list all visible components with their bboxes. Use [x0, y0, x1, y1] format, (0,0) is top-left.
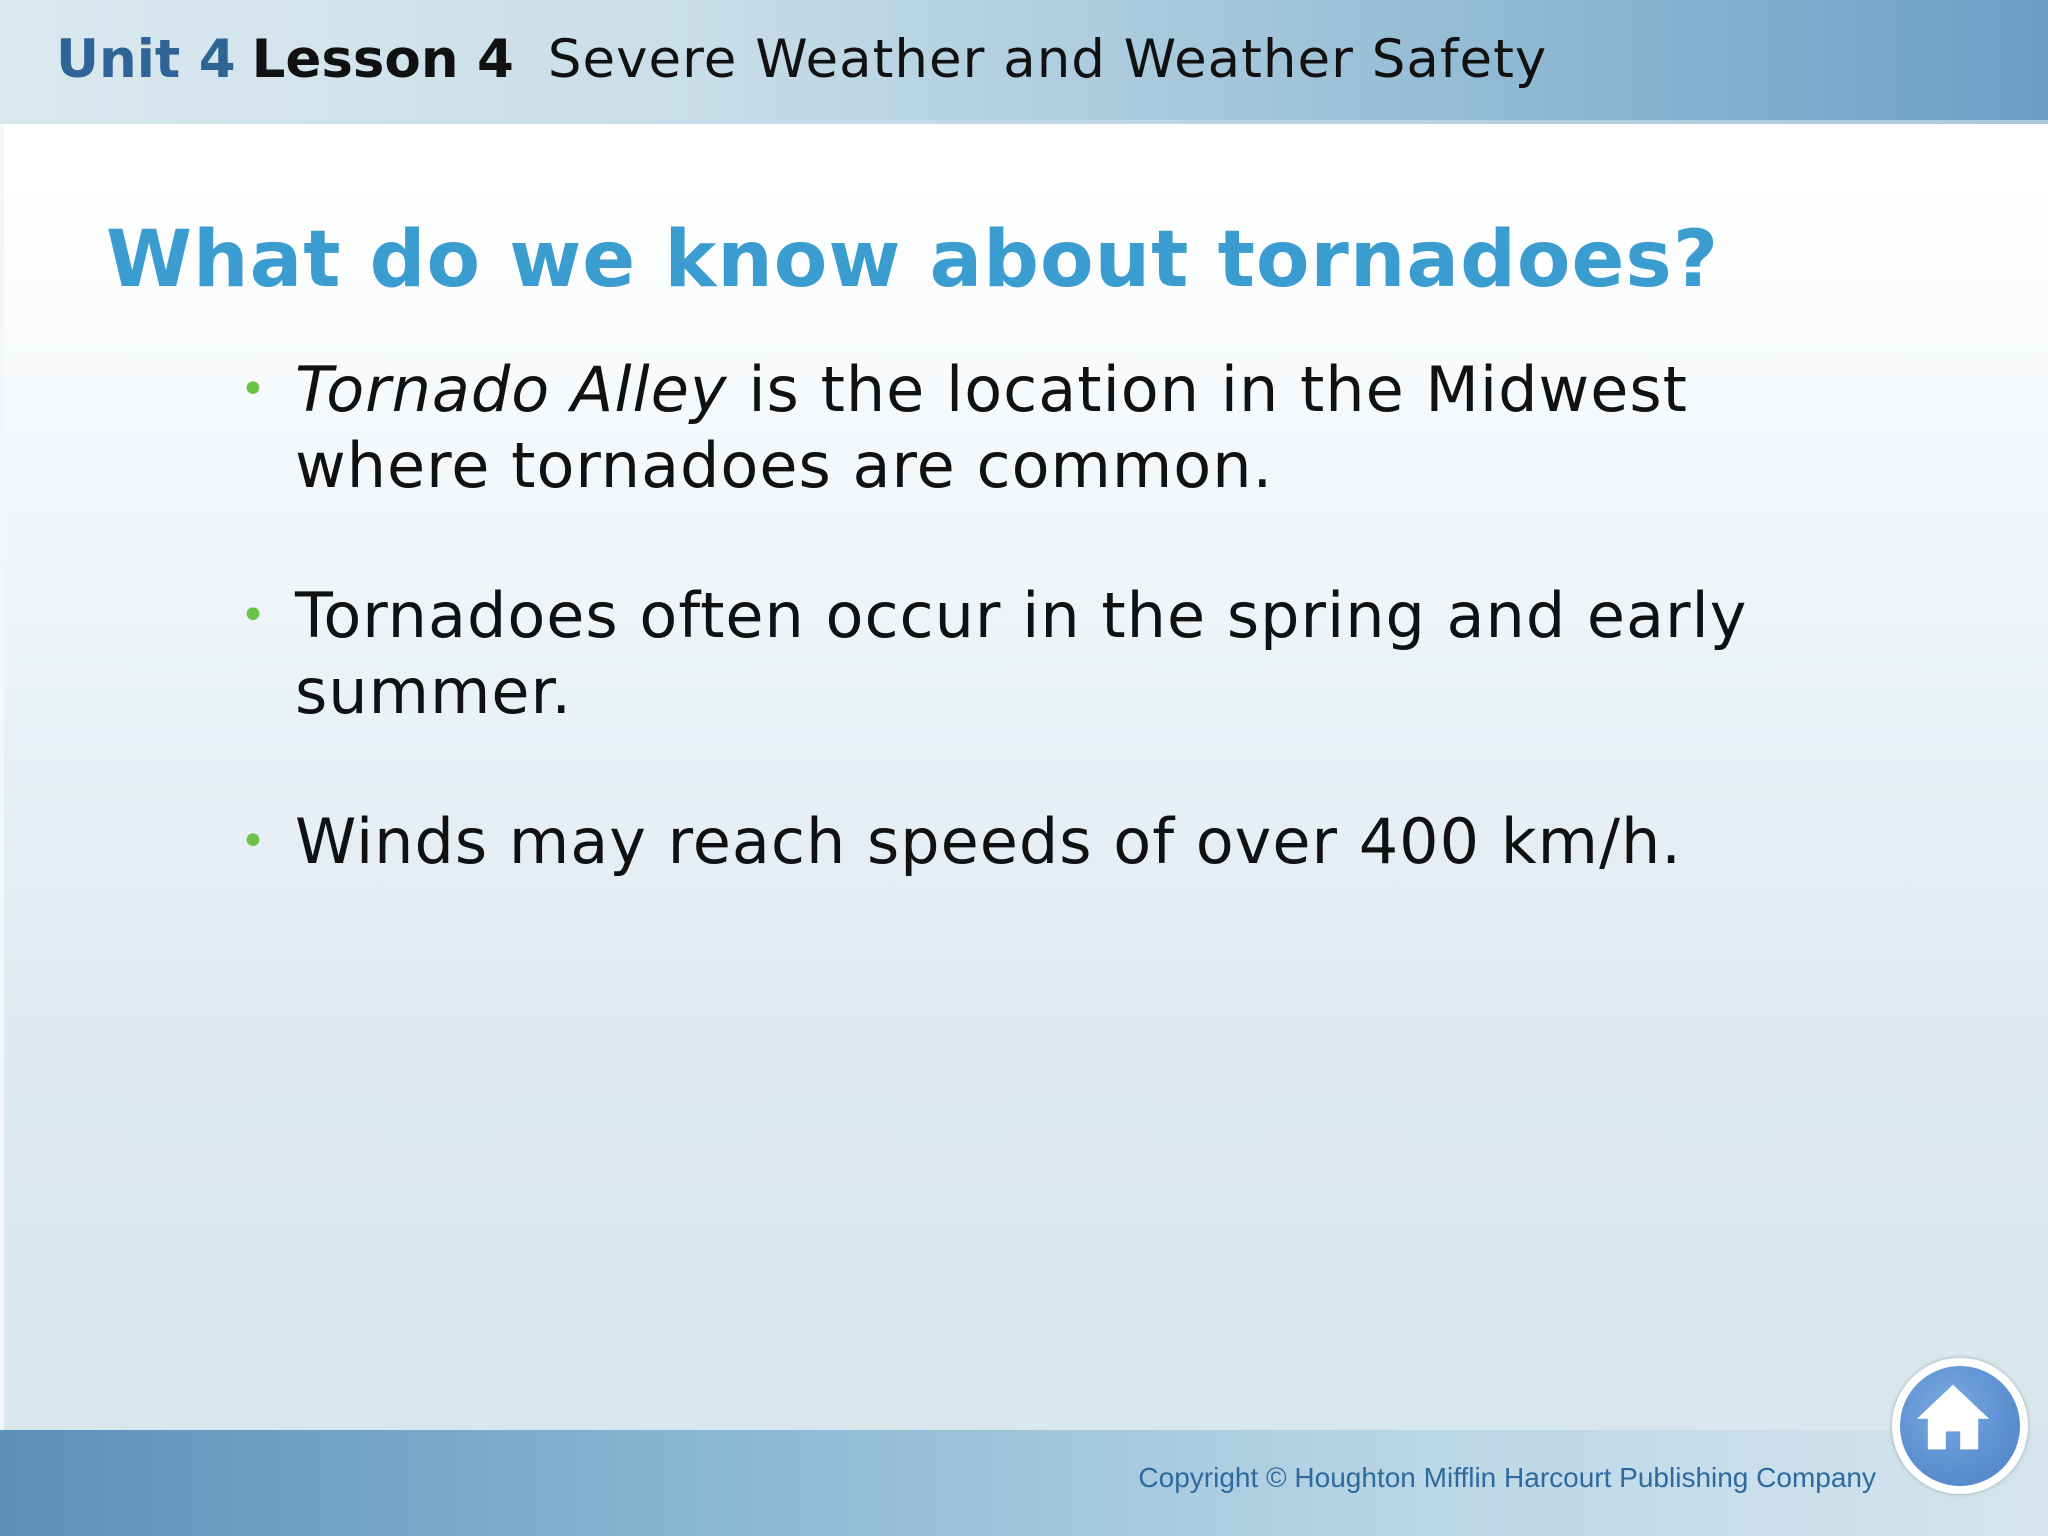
copyright-notice: Copyright © Houghton Mifflin Harcourt Publishing Company	[1138, 1462, 1876, 1493]
slide-edge	[0, 124, 4, 1430]
bullet-item	[240, 804, 1900, 880]
bullet-text: Tornadoes often occur in the spring and early summer.	[295, 579, 1748, 728]
bullet-dot-icon: •	[240, 364, 267, 415]
slide-title: What do we know about tornadoes?	[106, 215, 1720, 305]
bullet-item	[240, 352, 1900, 504]
home-icon	[1908, 1372, 1998, 1462]
lesson-label: Lesson 4	[251, 29, 514, 90]
bullet-text: is the location in the Midwest where tornadoes are common.	[295, 353, 1688, 502]
bullet-text: Winds may reach speeds of over 400 km/h.	[295, 805, 1682, 878]
bullet-list	[240, 352, 1900, 954]
unit-label: Unit 4	[56, 29, 236, 90]
header-divider	[0, 120, 2048, 124]
bullet-item	[240, 578, 1900, 730]
bullet-dot-icon: •	[240, 816, 267, 867]
bullet-dot-icon: •	[240, 590, 267, 641]
lesson-title: Severe Weather and Weather Safety	[547, 29, 1548, 90]
lesson-header	[56, 28, 1547, 92]
home-button[interactable]	[1892, 1358, 2028, 1494]
bullet-emphasis: Tornado Alley	[295, 353, 728, 426]
